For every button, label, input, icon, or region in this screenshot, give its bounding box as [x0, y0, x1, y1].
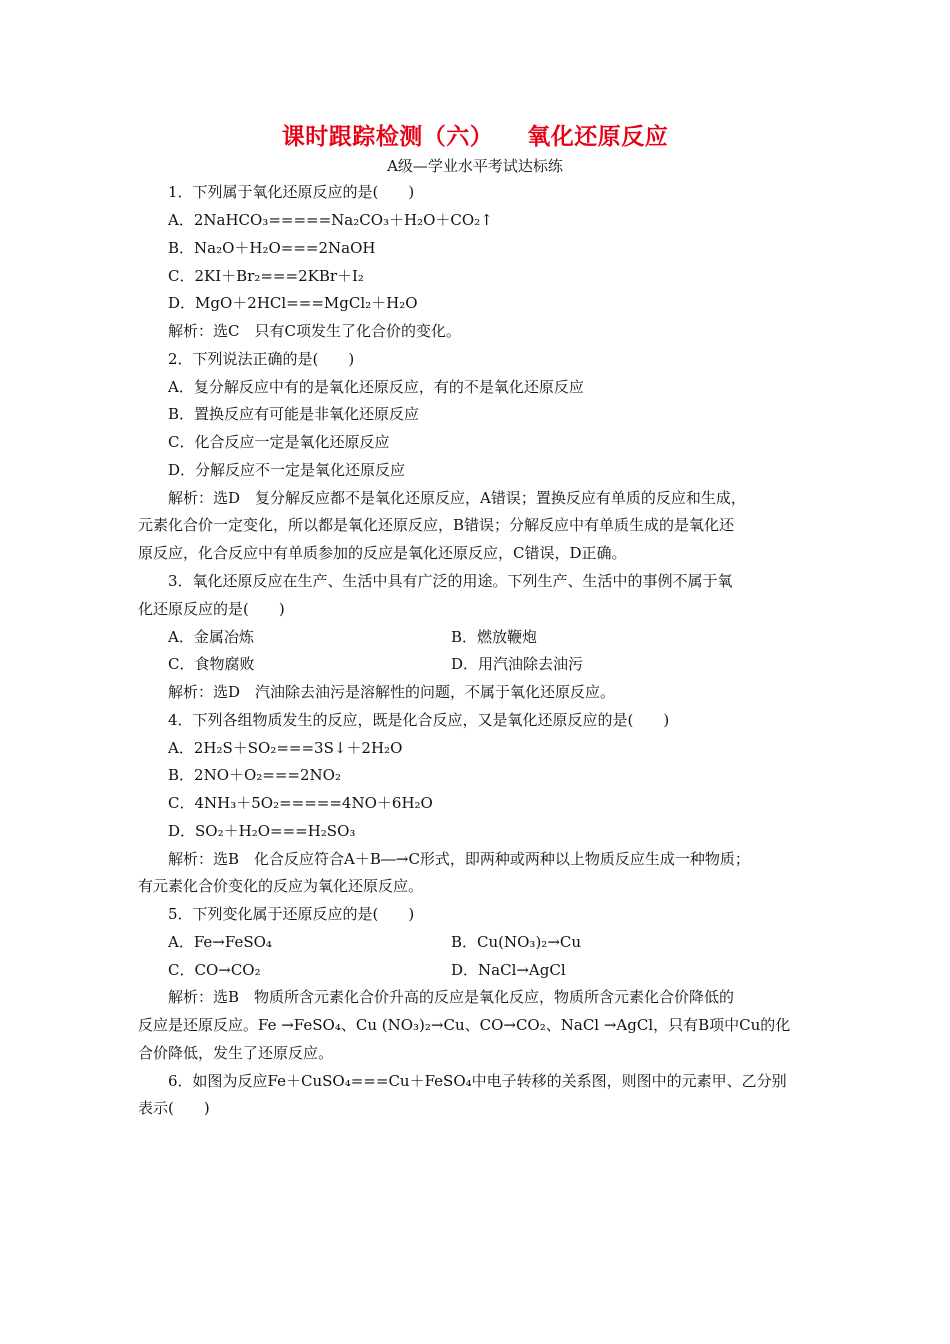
q1-option-c: C．2KI＋Br₂===2KBr＋I₂	[168, 267, 364, 285]
q6-stem-line-2: 表示( )	[138, 1099, 210, 1117]
q4-analysis-line-1: 解析：选B 化合反应符合A＋B―→C形式，即两种或两种以上物质反应生成一种物质；	[168, 850, 750, 868]
q3-option-b: B．燃放鞭炮	[451, 628, 538, 646]
q4-analysis-line-2: 有元素化合价变化的反应为氧化还原反应。	[138, 877, 424, 895]
q4-stem: 4．下列各组物质发生的反应，既是化合反应，又是氧化还原反应的是( )	[168, 711, 670, 729]
q5-option-b: B．Cu(NO₃)₂→Cu	[451, 933, 582, 951]
q5-option-a: A．Fe→FeSO₄	[168, 933, 272, 951]
q2-option-b: B．置换反应有可能是非氧化还原反应	[168, 405, 420, 423]
page-subtitle: A级—学业水平考试达标练	[387, 157, 563, 175]
q4-option-c: C．4NH₃＋5O₂=====4NO＋6H₂O	[168, 794, 433, 812]
q1-option-b: B．Na₂O＋H₂O===2NaOH	[168, 239, 376, 257]
q3-stem-line-2: 化还原反应的是( )	[138, 600, 285, 618]
q6-stem-line-1: 6．如图为反应Fe＋CuSO₄===Cu＋FeSO₄中电子转移的关系图，则图中的元素甲、乙分别	[168, 1072, 787, 1090]
q3-option-d: D．用汽油除去油污	[451, 655, 584, 673]
q3-stem-line-1: 3．氧化还原反应在生产、生活中具有广泛的用途。下列生产、生活中的事例不属于氧	[168, 572, 733, 590]
q2-stem: 2．下列说法正确的是( )	[168, 350, 355, 368]
q5-stem: 5．下列变化属于还原反应的是( )	[168, 905, 415, 923]
q1-option-a: A．2NaHCO₃=====Na₂CO₃＋H₂O＋CO₂↑	[168, 211, 493, 229]
q3-option-c: C．食物腐败	[168, 655, 255, 673]
q3-analysis: 解析：选D 汽油除去油污是溶解性的问题，不属于氧化还原反应。	[168, 683, 616, 701]
q2-analysis-line-1: 解析：选D 复分解反应都不是氧化还原反应，A错误；置换反应有单质的反应和生成，	[168, 489, 746, 507]
q2-option-c: C．化合反应一定是氧化还原反应	[168, 433, 390, 451]
q2-analysis-line-3: 原反应，化合反应中有单质参加的反应是氧化还原反应，C错误，D正确。	[138, 544, 627, 562]
q4-option-d: D．SO₂＋H₂O===H₂SO₃	[168, 822, 356, 840]
q5-analysis-line-2: 反应是还原反应。Fe →FeSO₄、Cu (NO₃)₂→Cu、CO→CO₂、NaCl →AgCl，只有B项中Cu的化	[138, 1016, 791, 1034]
q1-stem: 1．下列属于氧化还原反应的是( )	[168, 183, 415, 201]
page-title: 课时跟踪检测（六） 氧化还原反应	[281, 124, 669, 150]
q4-option-a: A．2H₂S＋SO₂===3S↓＋2H₂O	[168, 739, 403, 757]
q1-analysis: 解析：选C 只有C项发生了化合价的变化。	[168, 322, 461, 340]
q5-option-d: D．NaCl→AgCl	[451, 961, 566, 979]
q5-analysis-line-3: 合价降低，发生了还原反应。	[138, 1044, 334, 1062]
q4-option-b: B．2NO＋O₂===2NO₂	[168, 766, 341, 784]
q2-option-d: D．分解反应不一定是氧化还原反应	[168, 461, 406, 479]
q2-analysis-line-2: 元素化合价一定变化，所以都是氧化还原反应，B错误；分解反应中有单质生成的是氧化还	[138, 516, 735, 534]
q2-option-a: A．复分解反应中有的是氧化还原反应，有的不是氧化还原反应	[168, 378, 584, 396]
q5-option-c: C．CO→CO₂	[168, 961, 261, 979]
q5-analysis-line-1: 解析：选B 物质所含元素化合价升高的反应是氧化反应，物质所含元素化合价降低的	[168, 988, 735, 1006]
q1-option-d: D．MgO＋2HCl===MgCl₂＋H₂O	[168, 294, 418, 312]
q3-option-a: A．金属冶炼	[168, 628, 254, 646]
